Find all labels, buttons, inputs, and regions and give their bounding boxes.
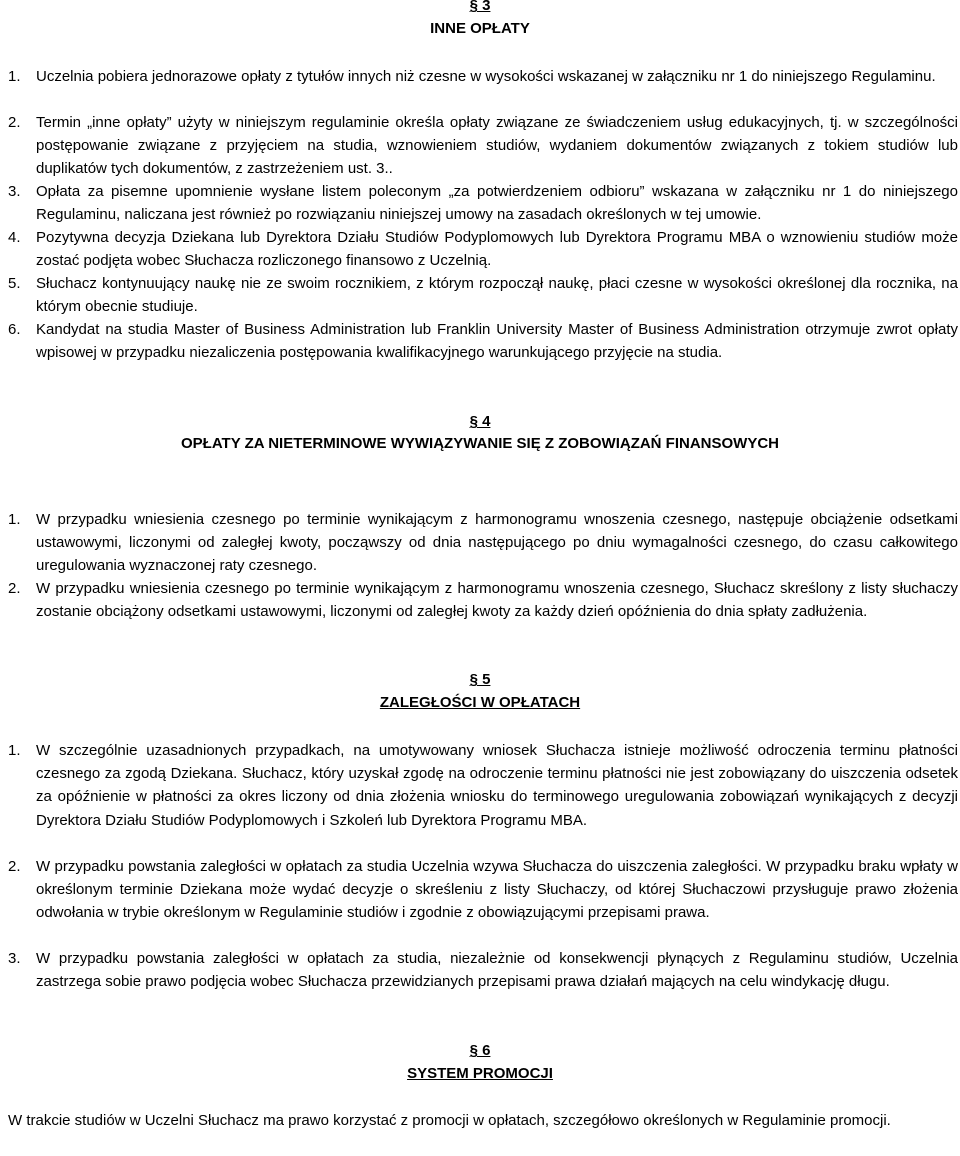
section-3-item-1 xyxy=(8,65,958,88)
item-number: 4. xyxy=(8,229,21,246)
section-4-number: § 4 xyxy=(469,413,491,430)
item-text: Termin „inne opłaty” użyty w niniejszym regulaminie określa opłaty związane ze świadczeniem usług edukacyjnych, tj. w szczególności postępowanie związane z przyjęciem na studia, wznowieniem studiów, wydaniem dokumentów związanych z tokiem studiów lub duplikatów tych dokumentów, z zastrzeżeniem ust. 3.. xyxy=(36,114,958,178)
item-text: Pozytywna decyzja Dziekana lub Dyrektora Działu Studiów Podyplomowych lub Dyrektora Programu MBA o wznowieniu studiów może zostać podjęta wobec Słuchacza rozliczonego finansowo z Uczelnią. xyxy=(36,229,958,270)
item-number: 1. xyxy=(8,68,21,85)
section-6-title: SYSTEM PROMOCJI xyxy=(407,1065,553,1082)
item-number: 5. xyxy=(8,275,21,292)
section-6-paragraph: W trakcie studiów w Uczelni Słuchacz ma prawo korzystać z promocji w opłatach, szczegółowo określonych w Regulaminie promocji. xyxy=(8,1112,891,1129)
section-5-number: § 5 xyxy=(469,671,491,688)
item-text: W przypadku powstania zaległości w opłatach za studia, niezależnie od konsekwencji płynących z Regulaminu studiów, Uczelnia zastrzega sobie prawo podjęcia wobec Słuchacza przewidzianych przepisami prawa działań mających na celu windykację długu. xyxy=(36,950,958,991)
section-3-item-4 xyxy=(8,226,958,272)
section-5-item-1 xyxy=(8,739,958,832)
section-3-item-2 xyxy=(8,111,958,181)
section-3-item-5 xyxy=(8,272,958,318)
item-text: W szczególnie uzasadnionych przypadkach, na umotywowany wniosek Słuchacza istnieje możliwość odroczenia terminu płatności czesnego za zgodą Dziekana. Słuchacz, który uzyskał zgodę na odroczenie terminu płatności nie jest zobowiązany do uiszczenia odsetek za opóźnienie w płatności za okres liczony od dnia złożenia wniosku do terminowego uregulowania zobowiązań wynikających z decyzji Dyrektora Działu Studiów Podyplomowych i Szkoleń lub Dyrektora Programu MBA. xyxy=(36,742,958,829)
item-text: Opłata za pisemne upomnienie wysłane listem poleconym „za potwierdzeniem odbioru” wskazana w załączniku nr 1 do niniejszego Regulaminu, naliczana jest również po rozwiązaniu niniejszej umowy na zasadach określonych w tej umowie. xyxy=(36,183,958,224)
item-text: W przypadku wniesienia czesnego po terminie wynikającym z harmonogramu wnoszenia czesnego, następuje obciążenie odsetkami ustawowymi, liczonymi od zaległej kwoty, począwszy od dnia następującego po dniu wymagalności czesnego, do czasu całkowitego uregulowania wyznaczonej raty czesnego. xyxy=(36,511,958,575)
item-number: 2. xyxy=(8,114,21,131)
item-text: W przypadku powstania zaległości w opłatach za studia Uczelnia wzywa Słuchacza do uiszczenia zaległości. W przypadku braku wpłaty w określonym terminie Dziekana może wydać decyzje o skreśleniu z listy Słuchaczy, od której Słuchaczowi przysługuje prawo złożenia odwołania w trybie określonym w Regulaminie studiów i zgodnie z obowiązującymi przepisami prawa. xyxy=(36,858,958,922)
item-number: 3. xyxy=(8,950,21,967)
section-5-item-2 xyxy=(8,855,958,925)
section-4-item-2 xyxy=(8,577,958,623)
section-3-item-6 xyxy=(8,318,958,364)
item-number: 2. xyxy=(8,858,21,875)
item-number: 3. xyxy=(8,183,21,200)
item-text: W przypadku wniesienia czesnego po terminie wynikającym z harmonogramu wnoszenia czesnego, Słuchacz skreślony z listy słuchaczy zostanie obciążony odsetkami ustawowymi, liczonymi od zaległej kwoty za każdy dzień opóźnienia do dnia spłaty zadłużenia. xyxy=(36,580,958,621)
section-4-title: OPŁATY ZA NIETERMINOWE WYWIĄZYWANIE SIĘ Z ZOBOWIĄZAŃ FINANSOWYCH xyxy=(180,435,780,452)
section-6-number: § 6 xyxy=(469,1042,491,1059)
item-text: Słuchacz kontynuujący naukę nie ze swoim rocznikiem, z którym rozpoczął naukę, płaci czesne w wysokości określonej dla rocznika, na którym obecnie studiuje. xyxy=(36,275,958,316)
item-number: 6. xyxy=(8,321,21,338)
section-4-item-1 xyxy=(8,508,958,578)
section-5-item-3 xyxy=(8,947,958,993)
item-text: Kandydat na studia Master of Business Administration lub Franklin University Master of Business Administration otrzymuje zwrot opłaty wpisowej w przypadku niezaliczenia postępowania kwalifikacyjnego warunkującego przyjęcie na studia. xyxy=(36,321,958,362)
section-3-title: INNE OPŁATY xyxy=(430,20,530,37)
section-3-item-3 xyxy=(8,180,958,226)
section-3-number: § 3 xyxy=(469,0,491,14)
item-number: 2. xyxy=(8,580,21,597)
section-5-title: ZALEGŁOŚCI W OPŁATACH xyxy=(379,694,581,711)
item-number: 1. xyxy=(8,742,21,759)
item-text: Uczelnia pobiera jednorazowe opłaty z tytułów innych niż czesne w wysokości wskazanej w załączniku nr 1 do niniejszego Regulaminu. xyxy=(36,68,936,85)
item-number: 1. xyxy=(8,511,21,528)
